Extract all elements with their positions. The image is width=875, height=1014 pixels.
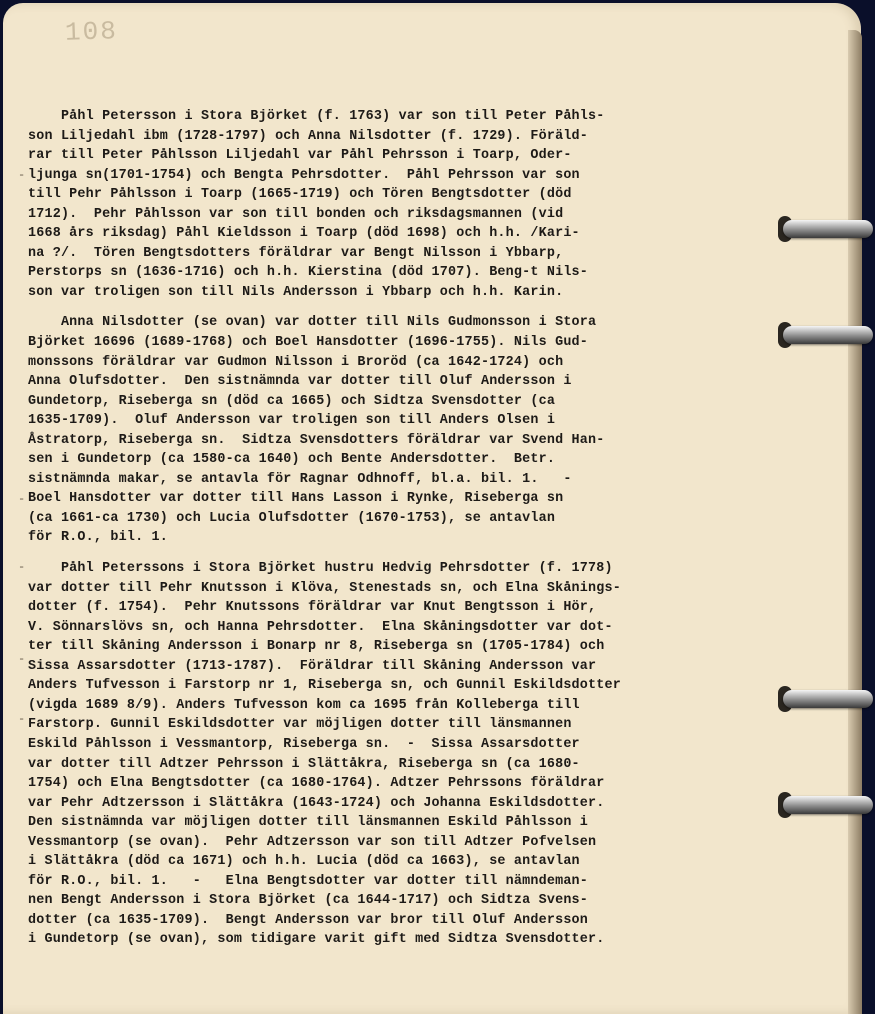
- margin-dash: -: [18, 168, 26, 182]
- text-line: för R.O., bil. 1.: [28, 530, 169, 546]
- text-line: Anders Tufvesson i Farstorp nr 1, Riseberga sn, och Gunnil Eskildsdotter: [28, 678, 621, 694]
- text-line: Den sistnämnda var möjligen dotter till länsmannen Eskild Påhlsson i: [28, 815, 589, 831]
- text-line: (ca 1661-ca 1730) och Lucia Olufsdotter (1670-1753), se antavlan: [28, 510, 556, 526]
- text-line: 1754) och Elna Bengtsdotter (ca 1680-1764). Adtzer Pehrssons föräldrar: [28, 776, 605, 792]
- page-edge: [848, 30, 862, 1014]
- text-line: Boel Hansdotter var dotter till Hans Lasson i Rynke, Riseberga sn: [28, 491, 564, 507]
- text-line: nen Bengt Andersson i Stora Björket (ca 1644-1717) och Sidtza Svens-: [28, 893, 589, 909]
- margin-dash: -: [18, 560, 26, 574]
- text-line: Påhl Petersson i Stora Björket (f. 1763) var son till Peter Påhls-: [28, 109, 605, 124]
- text-line: (vigda 1689 8/9). Anders Tufvesson kom ca 1695 från Kolleberga till: [28, 697, 580, 713]
- text-line: na ?/. Tören Bengtsdotters föräldrar var Bengt Nilsson i Ybbarp,: [28, 245, 564, 261]
- page-text: [28, 107, 678, 961]
- text-line: son var troligen son till Nils Andersson i Ybbarp och h.h. Karin.: [28, 284, 564, 300]
- text-line: Björket 16696 (1689-1768) och Boel Hansdotter (1696-1755). Nils Gud-: [28, 335, 589, 351]
- text-line: dotter (ca 1635-1709). Bengt Andersson var bror till Oluf Andersson: [28, 912, 589, 928]
- text-line: sen i Gundetorp (ca 1580-ca 1640) och Bente Andersdotter. Betr.: [28, 452, 556, 468]
- text-line: ter till Skåning Andersson i Bonarp nr 8, Riseberga sn (1705-1784) och: [28, 639, 605, 655]
- text-line: Perstorps sn (1636-1716) och h.h. Kierstina (död 1707). Beng-t Nils-: [28, 265, 589, 281]
- binder-ring: [783, 326, 873, 344]
- paragraph: [28, 107, 678, 302]
- text-line: Eskild Påhlsson i Vessmantorp, Riseberga sn. - Sissa Assarsdotter: [28, 736, 580, 752]
- margin-dash: -: [18, 652, 26, 666]
- text-line: Vessmantorp (se ovan). Pehr Adtzersson var son till Adtzer Pofvelsen: [28, 834, 597, 850]
- text-line: ljunga sn(1701-1754) och Bengta Pehrsdotter. Påhl Pehrsson var son: [28, 167, 580, 183]
- text-line: 1635-1709). Oluf Andersson var troligen son till Anders Olsen i: [28, 413, 556, 429]
- text-line: V. Sönnarslövs sn, och Hanna Pehrsdotter. Elna Skåningsdotter var dot-: [28, 619, 613, 635]
- text-line: Gundetorp, Riseberga sn (död ca 1665) och Sidtza Svensdotter (ca: [28, 393, 556, 409]
- text-line: i Slättåkra (död ca 1671) och h.h. Lucia (död ca 1663), se antavlan: [28, 854, 580, 870]
- binder-ring: [783, 796, 873, 814]
- text-line: var Pehr Adtzersson i Slättåkra (1643-1724) och Johanna Eskildsdotter.: [28, 795, 605, 811]
- text-line: Påhl Peterssons i Stora Björket hustru Hedvig Pehrsdotter (f. 1778): [28, 561, 613, 577]
- text-line: för R.O., bil. 1. - Elna Bengtsdotter var dotter till nämndeman-: [28, 873, 589, 889]
- text-line: Anna Olufsdotter. Den sistnämnda var dotter till Oluf Andersson i: [28, 374, 572, 390]
- binder-ring: [783, 220, 873, 238]
- text-line: 1668 års riksdag) Påhl Kieldsson i Toarp (död 1698) och h.h. /Kari-: [28, 226, 580, 242]
- text-line: Sissa Assarsdotter (1713-1787). Föräldrar till Skåning Andersson var: [28, 658, 597, 674]
- text-line: rar till Peter Påhlsson Liljedahl var Påhl Pehrsson i Toarp, Oder-: [28, 148, 572, 164]
- margin-dash: -: [18, 712, 26, 726]
- faded-page-number: 108: [64, 16, 119, 48]
- text-line: sistnämnda makar, se antavla för Ragnar Odhnoff, bl.a. bil. 1. -: [28, 471, 572, 487]
- text-line: son Liljedahl ibm (1728-1797) och Anna Nilsdotter (f. 1729). Föräld-: [28, 128, 589, 144]
- typewritten-page: [3, 3, 861, 1014]
- paragraph: [28, 559, 678, 950]
- text-line: dotter (f. 1754). Pehr Knutssons föräldrar var Knut Bengtsson i Hör,: [28, 600, 597, 616]
- text-line: var dotter till Pehr Knutsson i Klöva, Stenestads sn, och Elna Skånings-: [28, 580, 621, 596]
- text-line: Åstratorp, Riseberga sn. Sidtza Svensdotters föräldrar var Svend Han-: [28, 432, 605, 448]
- text-line: 1712). Pehr Påhlsson var son till bonden och riksdagsmannen (vid: [28, 206, 564, 222]
- text-line: Farstorp. Gunnil Eskildsdotter var möjligen dotter till länsmannen: [28, 717, 572, 733]
- text-line: till Pehr Påhlsson i Toarp (1665-1719) och Tören Bengtsdotter (död: [28, 187, 572, 203]
- binder-ring: [783, 690, 873, 708]
- text-line: monssons föräldrar var Gudmon Nilsson i Broröd (ca 1642-1724) och: [28, 354, 564, 370]
- text-line: Anna Nilsdotter (se ovan) var dotter till Nils Gudmonsson i Stora: [28, 315, 597, 331]
- margin-dash: -: [18, 492, 26, 506]
- text-line: var dotter till Adtzer Pehrsson i Slättåkra, Riseberga sn (ca 1680-: [28, 756, 580, 772]
- paragraph: [28, 313, 678, 548]
- text-line: i Gundetorp (se ovan), som tidigare varit gift med Sidtza Svensdotter.: [28, 932, 605, 948]
